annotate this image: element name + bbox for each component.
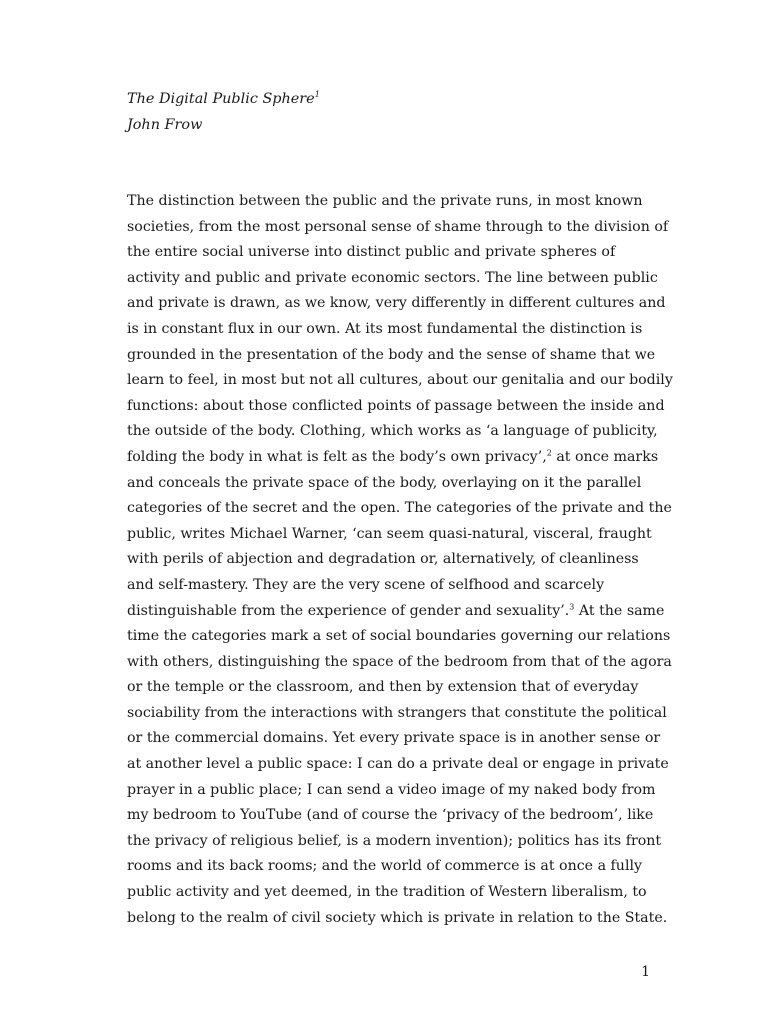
text-line-content: my bedroom to YouTube (and of course the ‘privacy of the bedroom’, like [127,807,654,824]
text-line [127,880,657,906]
text-line [127,496,672,522]
text-line [127,291,666,317]
text-line-content: at another level a public space: I can do a private deal or engage in private [127,756,669,773]
body-paragraph [127,189,673,931]
text-line [127,343,657,369]
text-line-content: grounded in the presentation of the body and the sense of shame that we [127,346,656,363]
text-line-content: public, writes Michael Warner, ‘can seem quasi-natural, visceral, fraught [127,525,652,542]
text-line [127,394,665,420]
text-line-content: is in constant flux in our own. At its most fundamental the distinction is [127,320,643,337]
text-line-continuation: At the same [574,602,665,619]
document-author: John Frow [127,117,203,133]
document-header [127,86,647,138]
text-line [127,624,671,650]
text-line [127,573,657,599]
text-line-content: the privacy of religious belief, is a modern invention); politics has its front [127,832,662,849]
text-line [127,266,657,292]
text-line-content: the entire social universe into distinct public and private spheres of [127,244,616,261]
text-line-content: The distinction between the public and the private runs, in most known [127,193,643,209]
text-line-content: or the commercial domains. Yet every private space is in another sense or [127,730,661,747]
text-line-content: with others, distinguishing the space of the bedroom from that of the agora [127,653,672,670]
text-line [127,675,657,701]
text-line [127,803,657,829]
text-line-content: folding the body in what is felt as the body’s own privacy’, [127,448,547,465]
text-line [127,650,672,676]
text-line [127,215,669,241]
text-line [127,419,657,445]
text-line [127,701,667,727]
text-line-content: sociability from the interactions with strangers that constitute the political [127,704,667,721]
text-line-content: rooms and its back rooms; and the world of commerce is at once a fully [127,858,643,875]
text-line [127,522,657,548]
text-line [127,547,657,573]
text-line [127,752,669,778]
text-line-content: functions: about those conflicted points of passage between the inside and [127,397,665,414]
text-line [127,317,657,343]
text-line-content: and private is drawn, as we know, very differently in different cultures and [127,295,666,312]
text-line [127,906,668,932]
text-line-content: time the categories mark a set of social boundaries governing our relations [127,628,671,645]
text-line-content: or the temple or the classroom, and then by extension that of everyday [127,679,639,696]
text-line-content: activity and public and private economic sectors. The line between public [127,269,658,286]
text-line-content: belong to the realm of civil society which is private in relation to the State. [127,909,668,926]
text-line-content: public activity and yet deemed, in the tradition of Western liberalism, to [127,884,647,901]
text-line-continuation: at once marks [551,448,659,465]
text-line [127,599,665,625]
text-line-content: distinguishable from the experience of gender and sexuality’. [127,602,570,619]
text-line [127,726,661,752]
text-line-content: the outside of the body. Clothing, which works as ‘a language of publicity, [127,423,658,440]
text-line-content: and self-mastery. They are the very scene of selfhood and scarcely [127,576,605,593]
text-line [127,368,673,394]
text-line [127,778,657,804]
text-line [127,471,657,497]
footnote-marker[interactable]: 2 [546,448,552,458]
title-footnote-marker[interactable]: 1 [314,90,320,100]
text-line [127,445,657,471]
text-line [127,189,657,215]
document-title-text: The Digital Public Sphere [127,91,315,107]
text-line [127,854,657,880]
text-line [127,829,662,855]
text-line-content: prayer in a public place; I can send a video image of my naked body from [127,781,656,798]
text-line-content: and conceals the private space of the body, overlaying on it the parallel [127,474,642,491]
page-number: 1 [641,964,650,980]
text-line [127,240,657,266]
document-title [127,86,647,112]
text-line-content: categories of the secret and the open. The categories of the private and the [127,500,672,517]
text-line-content: with perils of abjection and degradation or, alternatively, of cleanliness [127,551,639,568]
text-line-content: learn to feel, in most but not all cultures, about our genitalia and our bodily [127,372,673,389]
footnote-marker[interactable]: 3 [569,601,575,611]
text-line-content: societies, from the most personal sense of shame through to the division of [127,218,669,235]
